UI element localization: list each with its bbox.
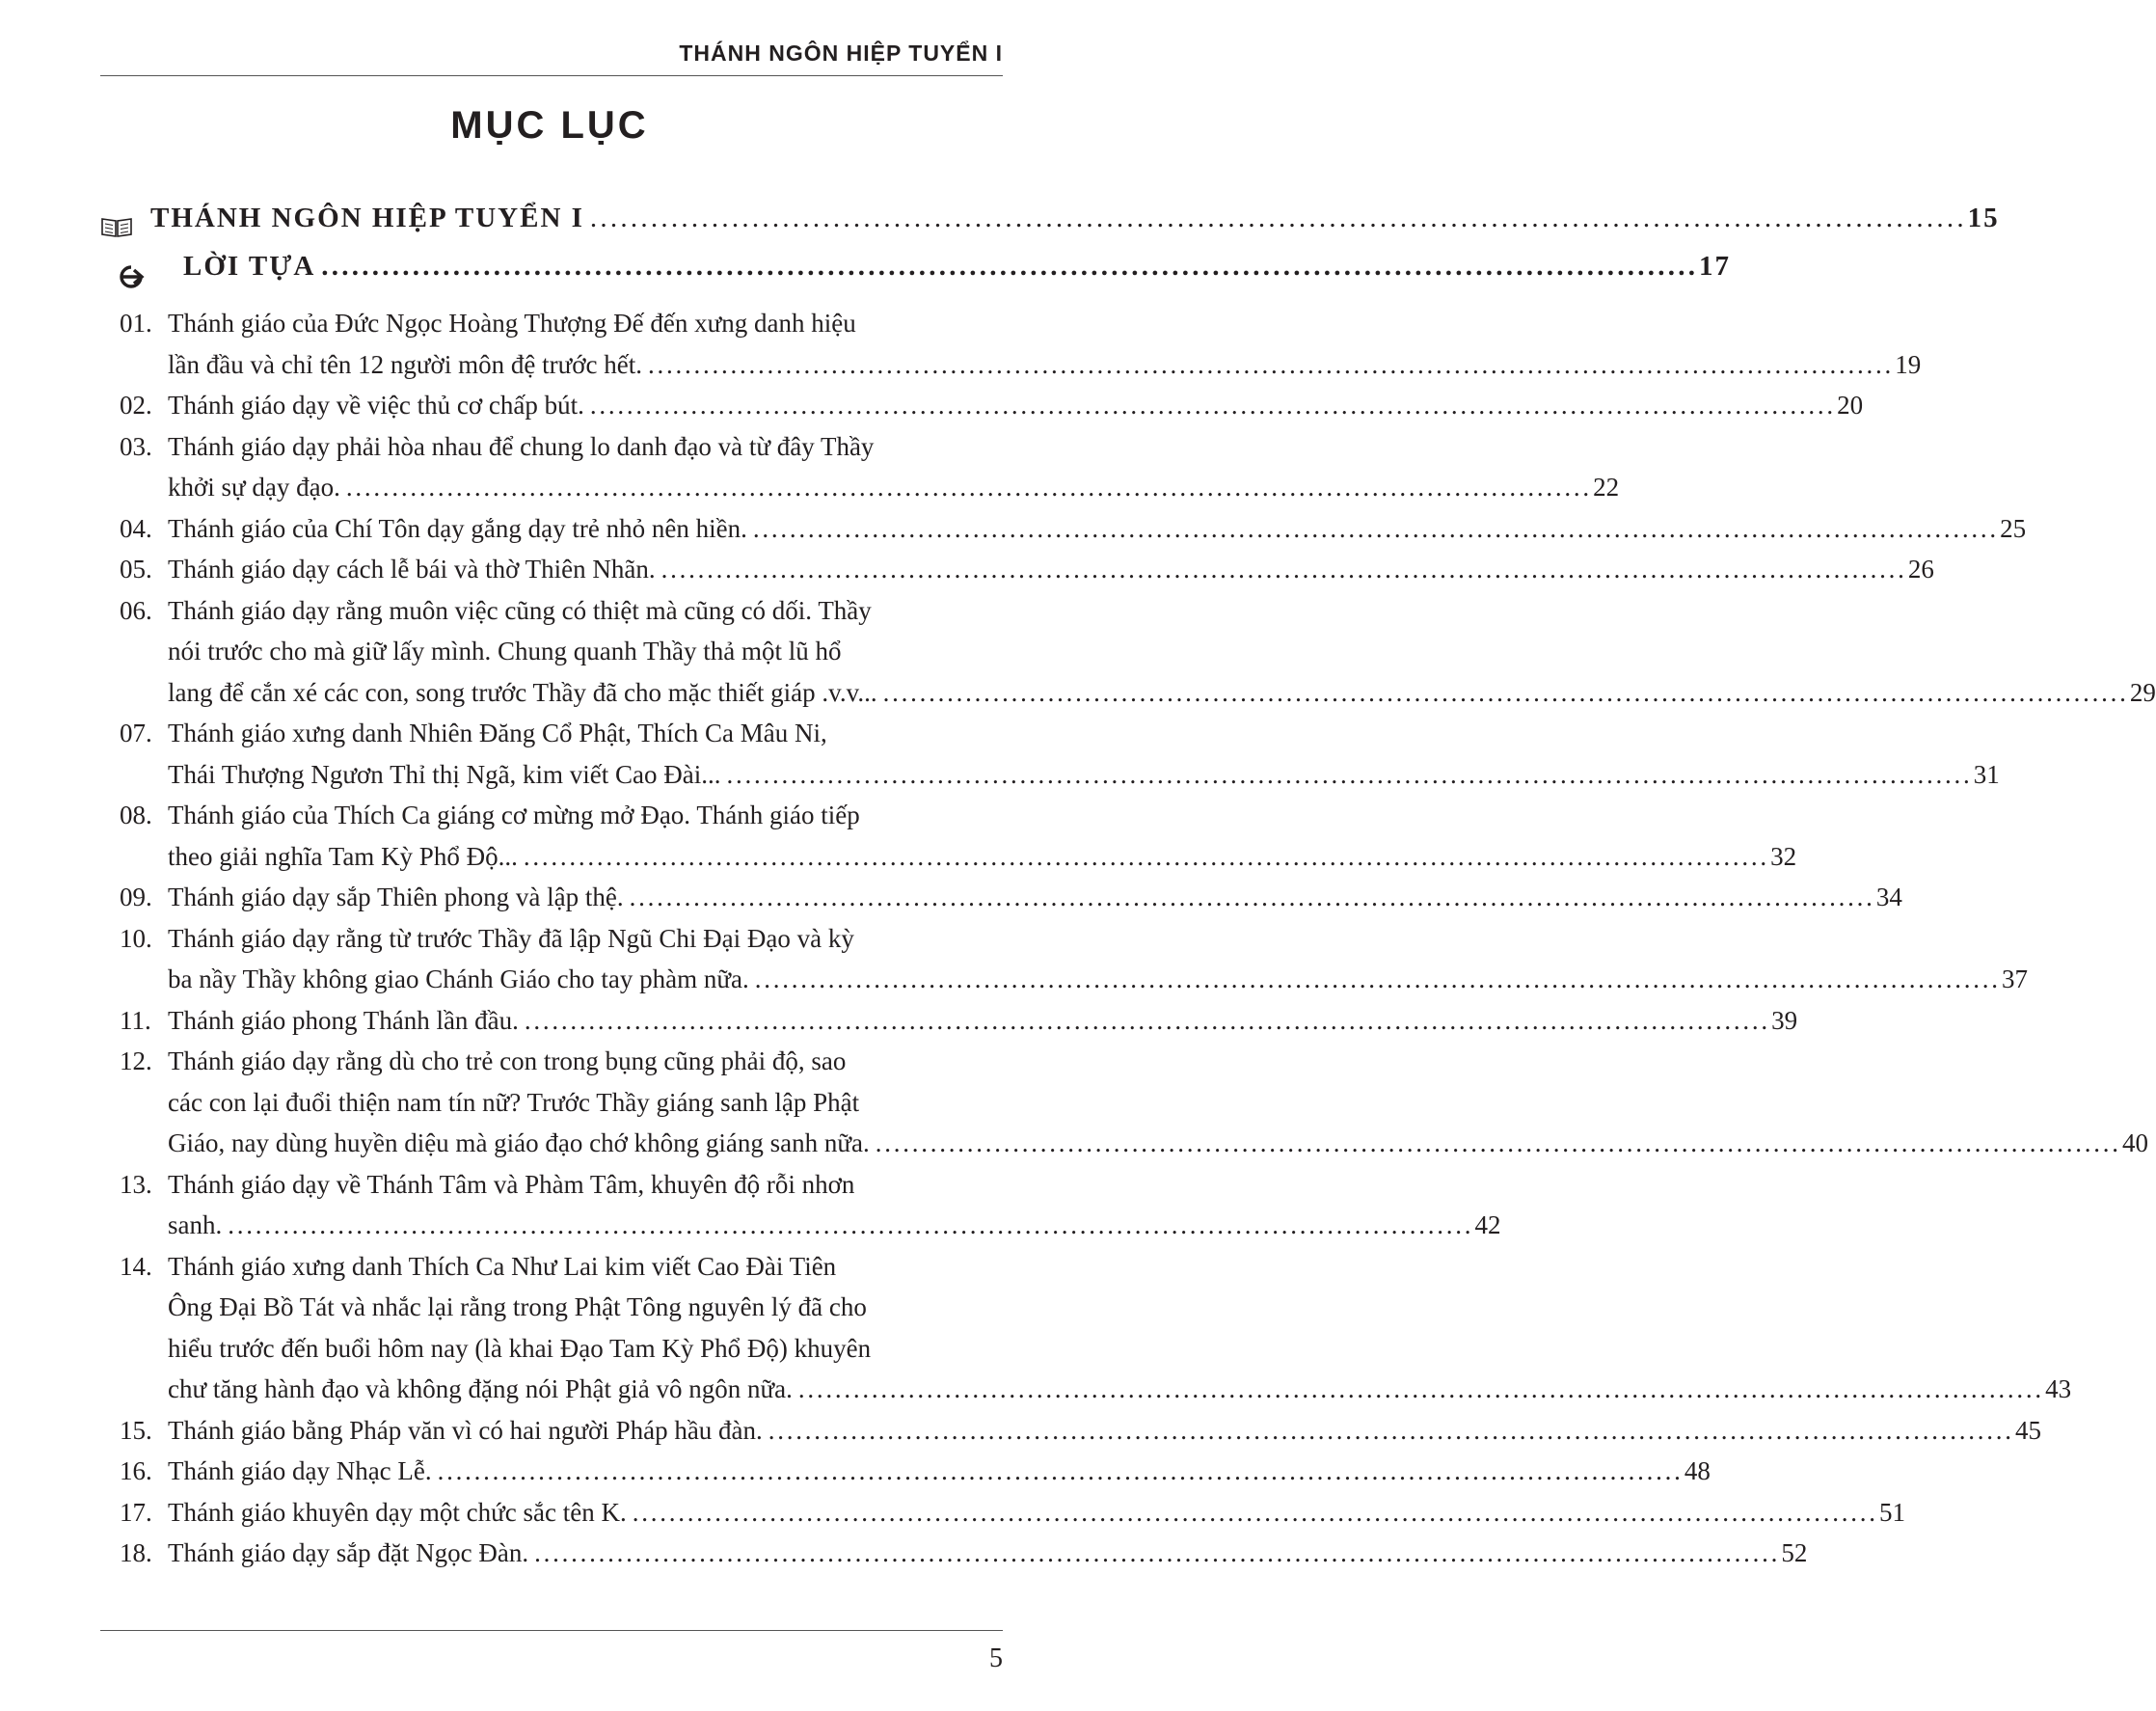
- toc-entry[interactable]: [100, 303, 1922, 385]
- entry-page-number: 43: [2045, 1374, 2072, 1403]
- entry-line: Thái Thượng Ngươn Thỉ thị Ngã, kim viết Cao Đài...: [168, 759, 721, 789]
- entry-text: [168, 713, 2000, 795]
- toc-entry[interactable]: [100, 1410, 2042, 1452]
- entry-line: Thánh giáo dạy phải hòa nhau để chung lo danh đạo và từ đây Thầy: [168, 431, 875, 461]
- entry-line: sanh.: [168, 1210, 223, 1239]
- entry-last-line: [168, 549, 1934, 590]
- entry-text: [168, 1041, 2148, 1164]
- entry-page-number: 42: [1474, 1210, 1501, 1239]
- toc-preface-entry[interactable]: [100, 251, 1732, 303]
- preface-title: LỜI TỰA: [183, 251, 316, 282]
- entry-line: Thánh giáo dạy sắp Thiên phong và lập thệ.: [168, 883, 624, 911]
- entry-number: 06.: [120, 595, 152, 625]
- entry-last-line: [168, 467, 1619, 508]
- entry-text: [168, 795, 1796, 877]
- entry-text: [168, 590, 2156, 714]
- dot-leader: [346, 467, 1587, 508]
- header-rule: [100, 75, 1003, 76]
- entry-page-number: 37: [2002, 964, 2028, 993]
- entry-text: [168, 1164, 1501, 1246]
- entry-text: [168, 549, 1934, 590]
- dot-leader: [321, 251, 1693, 283]
- dot-leader: [590, 203, 1962, 234]
- dot-leader: [727, 754, 1968, 796]
- entry-page-number: 19: [1895, 349, 1922, 379]
- entry-page-number: 45: [2015, 1415, 2042, 1445]
- entry-line: ba nầy Thầy không giao Chánh Giáo cho tay phàm nữa.: [168, 964, 749, 993]
- toc-entry[interactable]: [100, 918, 2028, 1000]
- dot-leader: [883, 672, 2124, 714]
- toc-entry[interactable]: [100, 1451, 1711, 1492]
- entry-page-number: 25: [2000, 513, 2027, 543]
- entry-text: [168, 303, 1921, 385]
- toc-entry[interactable]: [100, 1492, 1905, 1534]
- entry-number: 01.: [120, 309, 152, 338]
- toc-entry-list: [100, 303, 2156, 1574]
- entry-number: 12.: [120, 1046, 152, 1075]
- toc-entry[interactable]: [100, 1000, 1798, 1042]
- entry-text: [168, 1000, 1797, 1042]
- entry-number: 08.: [120, 801, 152, 829]
- dot-leader: [633, 1492, 1873, 1534]
- toc-entry[interactable]: [100, 385, 1864, 426]
- dot-leader: [648, 344, 1889, 386]
- toc-entry[interactable]: [100, 1246, 2072, 1410]
- dot-leader: [590, 385, 1831, 426]
- entry-line: nói trước cho mà giữ lấy mình. Chung quanh Thầy thả một lũ hổ: [168, 637, 842, 665]
- entry-text: [168, 1246, 2071, 1410]
- entry-text: [168, 385, 1863, 426]
- entry-line: Thánh giáo dạy về Thánh Tâm và Phàm Tâm, khuyên độ rỗi nhơn: [168, 1169, 855, 1199]
- curved-arrow-icon: [118, 264, 145, 289]
- dot-leader: [798, 1369, 2039, 1410]
- entry-line: khởi sự dạy đạo.: [168, 473, 340, 502]
- entry-line: Thánh giáo dạy về việc thủ cơ chấp bút.: [168, 391, 584, 420]
- entry-page-number: 20: [1837, 391, 1864, 420]
- entry-number: 07.: [120, 719, 152, 747]
- entry-line: Thánh giáo dạy sắp đặt Ngọc Đàn.: [168, 1538, 529, 1567]
- entry-last-line: [168, 754, 2000, 796]
- entry-last-line: [168, 836, 1796, 878]
- entry-text: [168, 877, 1902, 918]
- entry-last-line: [168, 1000, 1797, 1042]
- entry-text: [168, 508, 2026, 550]
- entry-last-line: [168, 877, 1902, 918]
- entry-number: 14.: [120, 1251, 152, 1281]
- entry-last-line: [168, 508, 2026, 550]
- table-of-contents: [100, 203, 2156, 1574]
- dot-leader: [753, 508, 1994, 550]
- entry-page-number: 40: [2122, 1128, 2148, 1157]
- entry-page-number: 48: [1684, 1456, 1711, 1485]
- running-header: THÁNH NGÔN HIỆP TUYỂN I: [679, 41, 1003, 66]
- toc-entry[interactable]: [100, 549, 1934, 590]
- entry-last-line: [168, 1123, 2148, 1164]
- entry-last-line: [168, 1410, 2041, 1452]
- part-title: THÁNH NGÔN HIỆP TUYỂN I: [150, 203, 584, 233]
- entry-number: 04.: [120, 513, 152, 543]
- entry-text: [168, 426, 1619, 508]
- entry-text: [168, 1410, 2041, 1452]
- entry-line: Thánh giáo dạy Nhạc Lễ.: [168, 1456, 432, 1485]
- entry-number: 16.: [120, 1456, 152, 1485]
- part-page-number: 15: [1967, 203, 2000, 233]
- dot-leader: [228, 1205, 1469, 1246]
- entry-line: Thánh giáo dạy cách lễ bái và thờ Thiên Nhãn.: [168, 555, 656, 584]
- entry-text: [168, 918, 2028, 1000]
- entry-line: Thánh giáo dạy rằng dù cho trẻ con trong bụng cũng phải độ, sao: [168, 1046, 847, 1075]
- entry-last-line: [168, 1492, 1905, 1534]
- dot-leader: [524, 836, 1765, 878]
- entry-text: [168, 1451, 1711, 1492]
- entry-line: Thánh giáo bằng Pháp văn vì có hai người Pháp hầu đàn.: [168, 1415, 763, 1445]
- dot-leader: [534, 1533, 1775, 1574]
- entry-last-line: [168, 672, 2156, 714]
- entry-line: chư tăng hành đạo và không đặng nói Phật giả vô ngôn nữa.: [168, 1374, 793, 1403]
- dot-leader: [876, 1123, 2116, 1164]
- entry-line: Giáo, nay dùng huyền diệu mà giáo đạo chớ không giáng sanh nữa.: [168, 1128, 870, 1157]
- entry-page-number: 39: [1771, 1005, 1798, 1035]
- entry-line: Thánh giáo của Đức Ngọc Hoàng Thượng Đế đến xưng danh hiệu: [168, 309, 856, 338]
- entry-text: [168, 1492, 1905, 1534]
- entry-line: Thánh giáo xưng danh Nhiên Đăng Cổ Phật, Thích Ca Mâu Ni,: [168, 719, 827, 747]
- entry-line: Thánh giáo xưng danh Thích Ca Như Lai kim viết Cao Đài Tiên: [168, 1251, 837, 1281]
- entry-number: 10.: [120, 923, 152, 953]
- entry-number: 11.: [120, 1005, 151, 1035]
- entry-line: Thánh giáo khuyên dạy một chức sắc tên K.: [168, 1497, 627, 1527]
- toc-entry[interactable]: [100, 590, 2156, 714]
- page-number: 5: [989, 1643, 1003, 1673]
- dot-leader: [768, 1410, 2009, 1452]
- entry-line: Thánh giáo dạy rằng muôn việc cũng có thiệt mà cũng có dối. Thầy: [168, 595, 872, 625]
- entry-line: Thánh giáo dạy rằng từ trước Thầy đã lập Ngũ Chi Đại Đạo và kỳ: [168, 923, 854, 953]
- entry-page-number: 34: [1875, 883, 1902, 911]
- toc-entry[interactable]: [100, 1533, 1808, 1574]
- toc-entry[interactable]: [100, 508, 2027, 550]
- toc-entry[interactable]: [100, 426, 1620, 508]
- open-book-icon: [100, 215, 133, 238]
- toc-entry[interactable]: [100, 713, 2000, 795]
- entry-number: 15.: [120, 1415, 152, 1445]
- entry-last-line: [168, 344, 1921, 386]
- entry-line: hiểu trước đến buổi hôm nay (là khai Đạo Tam Kỳ Phổ Độ) khuyên: [168, 1333, 872, 1363]
- dot-leader: [755, 959, 1996, 1000]
- entry-page-number: 26: [1907, 555, 1934, 584]
- entry-page-number: 32: [1770, 841, 1797, 871]
- entry-text: [168, 1533, 1807, 1574]
- entry-line: lần đầu và chỉ tên 12 người môn đệ trước hết.: [168, 349, 642, 379]
- toc-entry[interactable]: [100, 1041, 2148, 1164]
- toc-entry[interactable]: [100, 1164, 1501, 1246]
- toc-part-entry[interactable]: [100, 203, 2000, 251]
- entry-last-line: [168, 385, 1863, 426]
- entry-page-number: 31: [1973, 759, 2000, 789]
- entry-page-number: 29: [2129, 677, 2156, 707]
- entry-page-number: 52: [1781, 1538, 1808, 1567]
- entry-line: Ông Đại Bồ Tát và nhắc lại rằng trong Phật Tông nguyên lý đã cho: [168, 1292, 867, 1321]
- toc-entry[interactable]: [100, 877, 1902, 918]
- entry-line: Thánh giáo của Thích Ca giáng cơ mừng mở Đạo. Thánh giáo tiếp: [168, 801, 860, 829]
- toc-entry[interactable]: [100, 795, 1797, 877]
- dot-leader: [525, 1000, 1765, 1042]
- toc-title: MỤC LỤC: [450, 104, 649, 147]
- entry-last-line: [168, 959, 2028, 1000]
- dot-leader: [661, 549, 1902, 590]
- entry-last-line: [168, 1451, 1711, 1492]
- entry-last-line: [168, 1205, 1501, 1246]
- entry-number: 05.: [120, 555, 152, 584]
- entry-last-line: [168, 1369, 2071, 1410]
- entry-line: các con lại đuổi thiện nam tín nữ? Trước Thầy giáng sanh lập Phật: [168, 1087, 860, 1117]
- entry-line: theo giải nghĩa Tam Kỳ Phổ Độ...: [168, 841, 518, 871]
- entry-number: 17.: [120, 1497, 152, 1527]
- footer-rule: [100, 1630, 1003, 1631]
- entry-line: Thánh giáo phong Thánh lần đầu.: [168, 1005, 519, 1035]
- entry-line: lang để cắn xé các con, song trước Thầy đã cho mặc thiết giáp .v.v...: [168, 677, 877, 707]
- entry-number: 02.: [120, 391, 152, 420]
- entry-last-line: [168, 1533, 1807, 1574]
- entry-number: 09.: [120, 883, 152, 911]
- entry-line: Thánh giáo của Chí Tôn dạy gắng dạy trẻ nhỏ nên hiền.: [168, 513, 747, 543]
- entry-page-number: 51: [1879, 1497, 1905, 1527]
- entry-page-number: 22: [1593, 473, 1620, 502]
- dot-leader: [630, 877, 1871, 918]
- preface-page-number: 17: [1699, 251, 1732, 282]
- entry-number: 03.: [120, 431, 152, 461]
- entry-number: 13.: [120, 1169, 152, 1199]
- dot-leader: [438, 1451, 1679, 1492]
- entry-number: 18.: [120, 1538, 152, 1567]
